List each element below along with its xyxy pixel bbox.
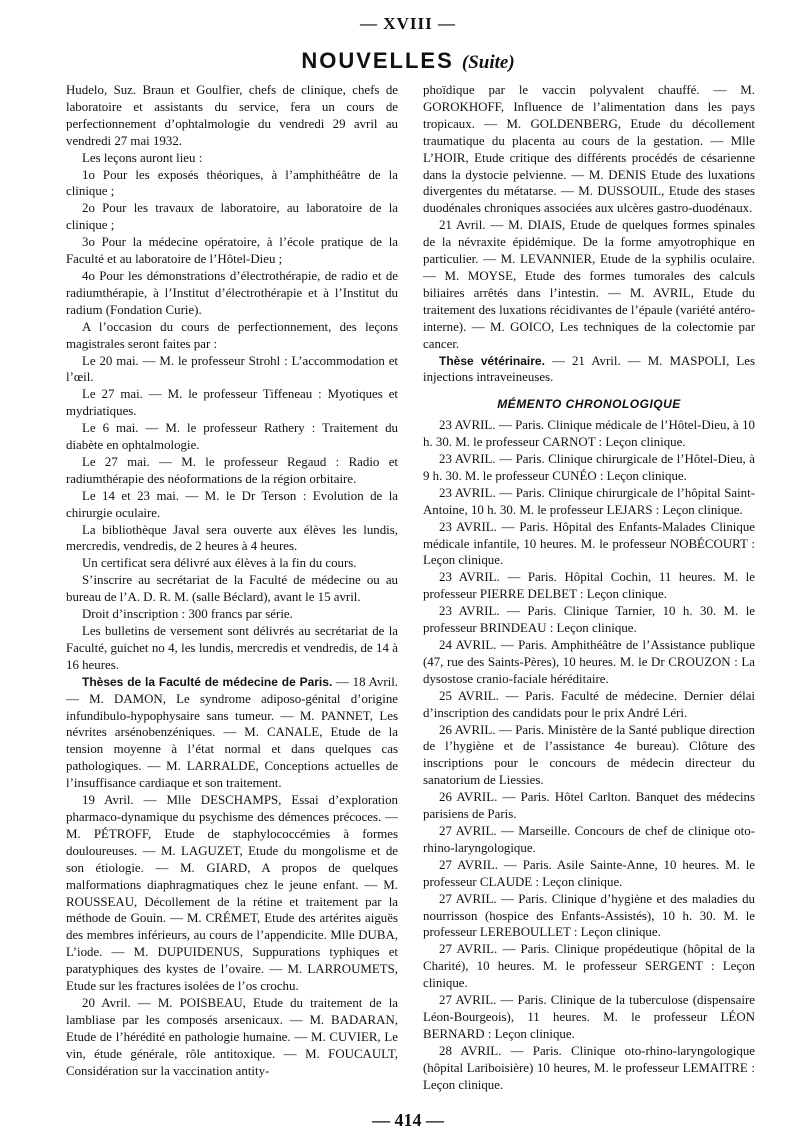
paragraph: 20 Avril. — M. POISBEAU, Etude du traitement de la lambliase par les composés arsenicaux. — M. BADARAN, Etude de l’hérédité en pathologie humaine. — M. CUVIER, Le vin, étude générale, rôle antitoxique. — M. FOUCAULT, Considération sur la vaccination antity- [66, 995, 398, 1078]
memento-entry: 26 AVRIL. — Paris. Hôtel Carlton. Banquet des médecins parisiens de Paris. [423, 790, 755, 822]
memento-entry: 24 AVRIL. — Paris. Amphithéâtre de l’Assistance publique (47, rue des Saints-Pères), 10 heures. M. le Dr CROUZON : La dysostose cranio-faciale héréditaire. [423, 638, 755, 686]
paragraph: 1o Pour les exposés théoriques, à l’amphithéâtre de la clinique ; [66, 167, 398, 199]
theses-text: — 18 Avril. — M. DAMON, Le syndrome adiposo-génital d’origine infundibulo-hypophysaire sans tumeur. — M. PANNET, Les névrites arsénobenzéniques. — M. CANALE, Etude de la tension moyenne à l’état normal et dans quelques cas pathologiques. — M. LARRALDE, Conceptions actuelles de l’insuffisance cardiaque et son traitement. [66, 674, 398, 791]
memento-entry: 28 AVRIL. — Paris. Clinique oto-rhino-laryngologique (hôpital Lariboisière) 10 heures, M. le professeur LEMAITRE : Leçon clinique. [423, 1043, 755, 1092]
paragraph: A l’occasion du cours de perfectionnement, des leçons magistrales seront faites par : [66, 319, 398, 351]
paragraph: Les leçons auront lieu : [82, 150, 203, 165]
theses-heading: Thèses de la Faculté de médecine de Paris. [82, 674, 333, 689]
memento-entry: 27 AVRIL. — Paris. Clinique propédeutique (hôpital de la Charité), 10 heures. M. le professeur SERGENT : Leçon clinique. [423, 942, 755, 991]
memento-entry: 27 AVRIL. — Paris. Asile Sainte-Anne, 10 heures. M. le professeur CLAUDE : Leçon clinique. [423, 857, 755, 889]
memento-entry: 27 AVRIL. — Marseille. Concours de chef de clinique oto-rhino-laryngologique. [423, 823, 755, 855]
paragraph: Le 27 mai. — M. le professeur Regaud : Radio et radiumthérapie des néoformations de la région orbitaire. [66, 454, 398, 486]
title-suffix: (Suite) [461, 52, 515, 73]
page-title [58, 48, 758, 74]
memento-entry: 23 AVRIL. — Paris. Hôpital des Enfants-Malades Clinique médicale infantile, 10 heures. M. le professeur NOBÉCOURT : Leçon clinique. [423, 519, 755, 568]
memento-heading: MÉMENTO CHRONOLOGIQUE [497, 397, 681, 412]
paragraph: Le 20 mai. — M. le professeur Strohl : L’accommodation et l’œil. [66, 353, 398, 385]
right-column [423, 82, 755, 1093]
paragraph: Hudelo, Suz. Braun et Goulfier, chefs de clinique, chefs de laboratoire et assistants du service, fera un cours de perfectionnement d’ophtalmologie du vendredi 29 avril au vendredi 27 mai 1932. [66, 83, 398, 148]
paragraph: 3o Pour la médecine opératoire, à l’école pratique de la Faculté et au laboratoire de l’Hôtel-Dieu ; [66, 235, 398, 267]
paragraph: La bibliothèque Javal sera ouverte aux élèves les lundis, mercredis, vendredis, de 2 heures à 4 heures. [66, 522, 398, 554]
paragraph: phoïdique par le vaccin polyvalent chauffé. — M. GOROKHOFF, Influence de l’alimentation dans les pays tropicaux. — M. GOLDENBERG, Etude du décollement traumatique du placenta au cours de la gestation. — Mlle L’HOIR, Etude critique des différents procédés de césarienne dans la dystocie pelvienne. — M. DENIS Etude des luxations divergentes du métatarse. — M. DUSSOUIL, Etude des stases duodénales chroniques associées aux ulcères gastro-duodénaux. [423, 83, 755, 216]
paragraph: S’inscrire au secrétariat de la Faculté de médecine ou au bureau de l’A. D. R. M. (salle Béclard), avant le 15 avril. [66, 573, 398, 605]
memento-entry: 26 AVRIL. — Paris. Ministère de la Santé publique direction de l’hygiène et de l’assistance 4e bureau). Clôture des inscriptions pour le concours de médecin directeur du sanatorium de Liessies. [423, 722, 755, 788]
memento-entry: 27 AVRIL. — Paris. Clinique de la tuberculose (dispensaire Léon-Bourgeois), 11 heures. M. le professeur LÉON BERNARD : Leçon clinique. [423, 993, 755, 1041]
paragraph: Le 14 et 23 mai. — M. le Dr Terson : Evolution de la chirurgie oculaire. [66, 488, 398, 520]
paragraph: Le 6 mai. — M. le professeur Rathery : Traitement du diabète en ophtalmologie. [66, 421, 398, 453]
paragraph: 4o Pour les démonstrations d’électrothérapie, de radio et de radiumthérapie, à l’Institut d’électrothérapie et à l’Institut du radium (Fondation Curie). [66, 268, 398, 317]
running-head: — XVIII — [360, 14, 456, 33]
left-column [66, 82, 398, 1079]
paragraph: Un certificat sera délivré aux élèves à la fin du cours. [82, 556, 357, 571]
page-number: — 414 — [372, 1110, 444, 1130]
title-text: NOUVELLES [301, 48, 454, 73]
paragraph: 21 Avril. — M. DIAIS, Etude de quelques formes spinales de la névraxite épidémique. De la forme amyotrophique en particulier. — M. LEVANNIER, Etude de la syphilis oculaire. — M. MOYSE, Etude des formes tumorales des calculs biliaires arrêtés dans l’intestin. — M. AVRIL, Etude du traitement des luxations récidivantes de l’épaule (variété antéro-interne). — M. GOICO, Les techniques de la colectomie par cancer. [423, 218, 755, 351]
paragraph: Le 27 mai. — M. le professeur Tiffeneau : Myotiques et mydriatiques. [66, 387, 398, 419]
these-veterinaire-text: — 21 Avril. — M. MASPOLI, Les injections intraveineuses. [423, 353, 755, 385]
memento-entry: 23 AVRIL. — Paris. Hôpital Cochin, 11 heures. M. le professeur PIERRE DELBET : Leçon clinique. [423, 570, 755, 602]
these-veterinaire-heading: Thèse vétérinaire. [439, 353, 545, 368]
paragraph: 19 Avril. — Mlle DESCHAMPS, Essai d’exploration pharmaco-dynamique du psychisme des démences précoces. — M. PÉTROFF, Etude de staphylococcémies à formes douloureuses. — M. LAGUZET, Etude du mongolisme et de son étiologie. — M. GIARD, A propos de quelques malformations diaphragmatiques chez le jeune enfant. — M. ROUSSEAU, Décollement de la rétine et traitement par la méthode de Gouin. — M. CRÉMET, Etude des artérites aiguës des membres inférieurs, au cours de l’appendicite. Mlle DUBA, L’iode. — M. DUPUIDENUS, Suppurations typhiques et paratyphiques des kystes de l’ovaire. — M. LARROUMETS, Etude sur les fractures isolées de l’os crochu. [66, 793, 398, 994]
memento-entry: 27 AVRIL. — Paris. Clinique d’hygiène et des maladies du nourrisson (hospice des Enfants-Assistés), 10 h. 30. M. le professeur LEREBOULLET : Leçon clinique. [423, 891, 755, 940]
paragraph: 2o Pour les travaux de laboratoire, au laboratoire de la clinique ; [66, 201, 398, 233]
journal-page [58, 10, 758, 1140]
memento-entry: 23 AVRIL. — Paris. Clinique chirurgicale de l’hôpital Saint-Antoine, 10 h. 30. M. le professeur LEJARS : Leçon clinique. [423, 485, 755, 517]
memento-entry: 23 AVRIL. — Paris. Clinique Tarnier, 10 h. 30. M. le professeur BRINDEAU : Leçon clinique. [423, 604, 755, 636]
paragraph: Droit d’inscription : 300 francs par série. [82, 607, 293, 622]
theses-paragraph [66, 674, 398, 792]
paragraph: Les bulletins de versement sont délivrés au secrétariat de la Faculté, guichet no 4, les lundis, mercredis et vendredis, de 14 à 16 heures. [66, 624, 398, 672]
memento-entry: 23 AVRIL. — Paris. Clinique chirurgicale de l’Hôtel-Dieu, à 9 h. 30. M. le professeur CUNÉO : Leçon clinique. [423, 452, 755, 483]
memento-entry: 25 AVRIL. — Paris. Faculté de médecine. Dernier délai d’inscription des candidats pour le prix André Léri. [423, 688, 755, 720]
these-veterinaire-paragraph [423, 353, 755, 387]
memento-entry: 23 AVRIL. — Paris. Clinique médicale de l’Hôtel-Dieu, à 10 h. 30. M. le professeur CARNOT : Leçon clinique. [423, 418, 755, 450]
